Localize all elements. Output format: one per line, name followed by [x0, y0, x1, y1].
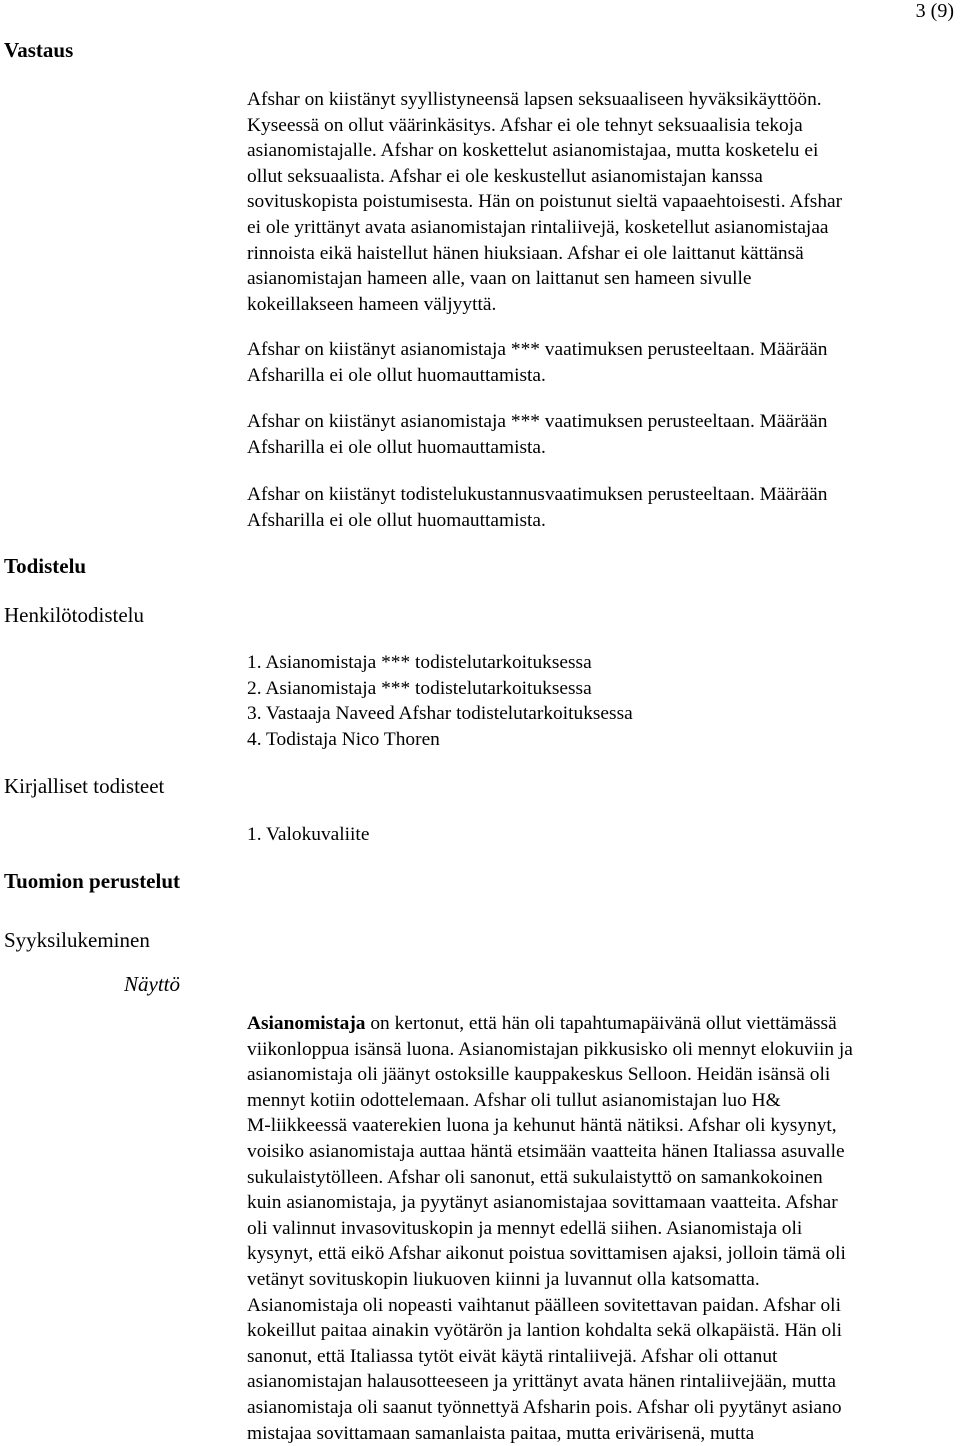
text-line: asianomistaja oli saanut työnnettyä Afsharin pois. Afshar oli pyytänyt asiano [247, 1395, 959, 1421]
text-line: mistajaa sovittamaan samanlaista paitaa, mutta erivärisenä, mutta [247, 1421, 959, 1446]
text-line: kysynyt, että eikö Afshar aikonut poistua sovittamisen ajaksi, jolloin tämä oli [247, 1241, 959, 1267]
claim-paragraph-3 [247, 482, 959, 533]
text-line: Afsharilla ei ole ollut huomauttamista. [247, 508, 959, 534]
text-line: asianomistajan halausotteeseen ja yrittänyt avata hänen rintaliivejään, mutta [247, 1369, 959, 1395]
text-line [247, 1011, 959, 1037]
text-line: sanonut, että Italiassa tytöt eivät käytä rintaliivejä. Afshar oli ottanut [247, 1344, 959, 1370]
list-item: 2. Asianomistaja *** todistelutarkoituksessa [247, 676, 633, 702]
witness-list [247, 650, 633, 752]
text-line: oli valinnut invasovituskopin ja mennyt edellä siihen. Asianomistaja oli [247, 1216, 959, 1242]
text-line: sovituskopista poistumisesta. Hän on poistunut sieltä vapaaehtoisesti. Afshar [247, 189, 959, 215]
text-line: ollut seksuaalista. Afshar ei ole keskustellut asianomistajan kanssa [247, 164, 959, 190]
claim-paragraph-1 [247, 337, 959, 388]
text-line: asianomistaja oli jäänyt ostoksille kauppakeskus Selloon. Heidän isänsä oli [247, 1062, 959, 1088]
text-line: Afsharilla ei ole ollut huomauttamista. [247, 363, 959, 389]
text-line: viikonloppua isänsä luona. Asianomistajan pikkusisko oli mennyt elokuviin ja [247, 1037, 959, 1063]
claim-paragraph-2 [247, 409, 959, 460]
text-line: rinnoista eikä haistellut hänen hiuksiaan. Afshar ei ole laittanut kättänsä [247, 241, 959, 267]
text-line: Afshar on kiistänyt asianomistaja *** vaatimuksen perusteeltaan. Määrään [247, 337, 959, 363]
answer-paragraph [247, 87, 959, 317]
text-line: voisiko asianomistaja auttaa häntä etsimään vaatteita hänen Italiassa asuvalle [247, 1139, 959, 1165]
text-line: M-liikkeessä vaaterekien luona ja kehunut häntä nätiksi. Afshar oli kysynyt, [247, 1113, 959, 1139]
text-line: Asianomistaja oli nopeasti vaihtanut päälleen sovitettavan paidan. Afshar oli [247, 1293, 959, 1319]
page-number: 3 (9) [916, 0, 954, 23]
text-line: Kyseessä on ollut väärinkäsitys. Afshar ei ole tehnyt seksuaalisia tekoja [247, 113, 959, 139]
text-line: kuin asianomistaja, ja pyytänyt asianomistajaa sovittamaan vaatteita. Afshar [247, 1190, 959, 1216]
bold-lead: Asianomistaja [247, 1013, 366, 1034]
text-line: mennyt kotiin odottelemaan. Afshar oli tullut asianomistajan luo H& [247, 1088, 959, 1114]
text-line: ei ole yrittänyt avata asianomistajan rintaliivejä, kosketellut asianomistajaa [247, 215, 959, 241]
text-span: on kertonut, että hän oli tapahtumapäivänä ollut viettämässä [366, 1013, 837, 1034]
text-line: vetänyt sovituskopin liukuoven kiinni ja luvannut olla katsomatta. [247, 1267, 959, 1293]
text-line: sukulaistytölleen. Afshar oli sanonut, että sukulaistyttö on samankokoinen [247, 1165, 959, 1191]
text-line: Afsharilla ei ole ollut huomauttamista. [247, 435, 959, 461]
section-heading-vastaus: Vastaus [4, 38, 73, 63]
section-heading-tuomion-perustelut: Tuomion perustelut [4, 869, 180, 894]
section-heading-todistelu: Todistelu [4, 554, 86, 579]
list-item: 4. Todistaja Nico Thoren [247, 727, 633, 753]
subheading-kirjalliset: Kirjalliset todisteet [4, 774, 164, 799]
text-line: kokeillakseen hameen väljyyttä. [247, 292, 959, 318]
text-line: asianomistajan hameen alle, vaan on laittanut sen hameen sivulle [247, 266, 959, 292]
text-line: kokeillut paitaa ainakin vyötärön ja lantion kohdalta sekä olkapäistä. Hän oli [247, 1318, 959, 1344]
list-item: 1. Asianomistaja *** todistelutarkoituksessa [247, 650, 633, 676]
text-line: Afshar on kiistänyt syyllistyneensä lapsen seksuaaliseen hyväksikäyttöön. [247, 87, 959, 113]
subheading-naytto: Näyttö [124, 972, 180, 997]
subheading-syyksilukeminen: Syyksilukeminen [4, 928, 150, 953]
text-line: Afshar on kiistänyt todistelukustannusvaatimuksen perusteeltaan. Määrään [247, 482, 959, 508]
list-item: 1. Valokuvaliite [247, 822, 369, 848]
text-line: Afshar on kiistänyt asianomistaja *** vaatimuksen perusteeltaan. Määrään [247, 409, 959, 435]
subheading-henkilotodistelu: Henkilötodistelu [4, 603, 144, 628]
text-line: asianomistajalle. Afshar on koskettelut asianomistajaa, mutta kosketelu ei [247, 138, 959, 164]
evidence-paragraph [247, 1011, 959, 1446]
list-item: 3. Vastaaja Naveed Afshar todistelutarkoituksessa [247, 701, 633, 727]
written-evidence-list [247, 822, 369, 848]
